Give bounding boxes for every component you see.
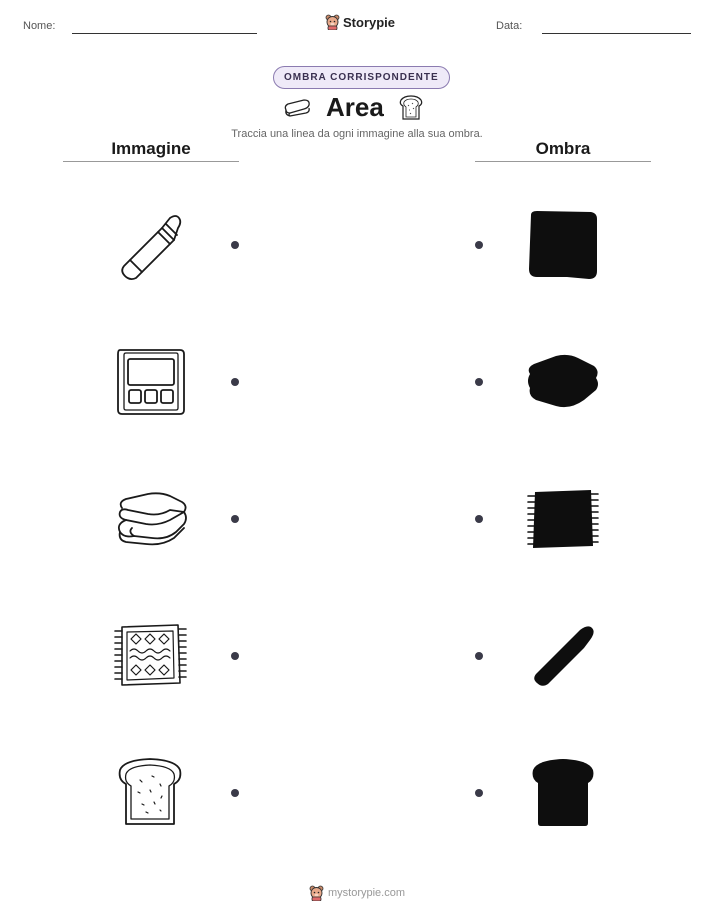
bread-loaf-shadow[interactable] — [527, 209, 599, 281]
folded-towel-icon[interactable] — [112, 490, 190, 548]
right-dot-3[interactable] — [475, 515, 483, 523]
name-label: Nome: — [23, 20, 56, 32]
footer-url[interactable]: mystorypie.com — [328, 887, 406, 899]
footer — [309, 885, 405, 901]
rug-shadow[interactable] — [525, 488, 601, 550]
left-dot-2[interactable] — [231, 378, 239, 386]
brand-name: Storypie — [343, 14, 396, 30]
brand-logo — [325, 14, 395, 30]
left-dot-1[interactable] — [231, 241, 239, 249]
folded-towel-small-icon — [282, 96, 312, 120]
column-header-left: Immagine — [111, 139, 191, 158]
right-dot-4[interactable] — [475, 652, 483, 660]
column-rule-left — [63, 161, 239, 162]
bear-mascot-footer-icon — [309, 885, 324, 901]
right-dot-2[interactable] — [475, 378, 483, 386]
right-dot-1[interactable] — [475, 241, 483, 249]
crayon-icon[interactable] — [114, 210, 188, 282]
toast-shadow[interactable] — [530, 757, 596, 827]
calculator-icon[interactable] — [114, 346, 188, 418]
folded-towel-shadow[interactable] — [526, 354, 600, 410]
column-header-right: Ombra — [535, 139, 591, 158]
right-dot-5[interactable] — [475, 789, 483, 797]
left-dot-4[interactable] — [231, 652, 239, 660]
bear-mascot-icon — [325, 14, 340, 30]
date-label: Data: — [496, 20, 523, 32]
name-field[interactable] — [72, 33, 257, 34]
crayon-shadow[interactable] — [528, 622, 596, 688]
toast-small-icon — [398, 95, 424, 121]
column-rule-right — [475, 161, 651, 162]
page-title: Area — [326, 92, 384, 122]
left-dot-5[interactable] — [231, 789, 239, 797]
left-dot-3[interactable] — [231, 515, 239, 523]
rug-icon[interactable] — [112, 623, 190, 687]
activity-badge: OMBRA CORRISPONDENTE — [273, 66, 450, 89]
title-row — [282, 92, 424, 123]
date-field[interactable] — [542, 33, 691, 34]
toast-icon[interactable] — [116, 756, 186, 828]
instructions-text: Traccia una linea da ogni immagine alla sua ombra. — [231, 128, 483, 140]
